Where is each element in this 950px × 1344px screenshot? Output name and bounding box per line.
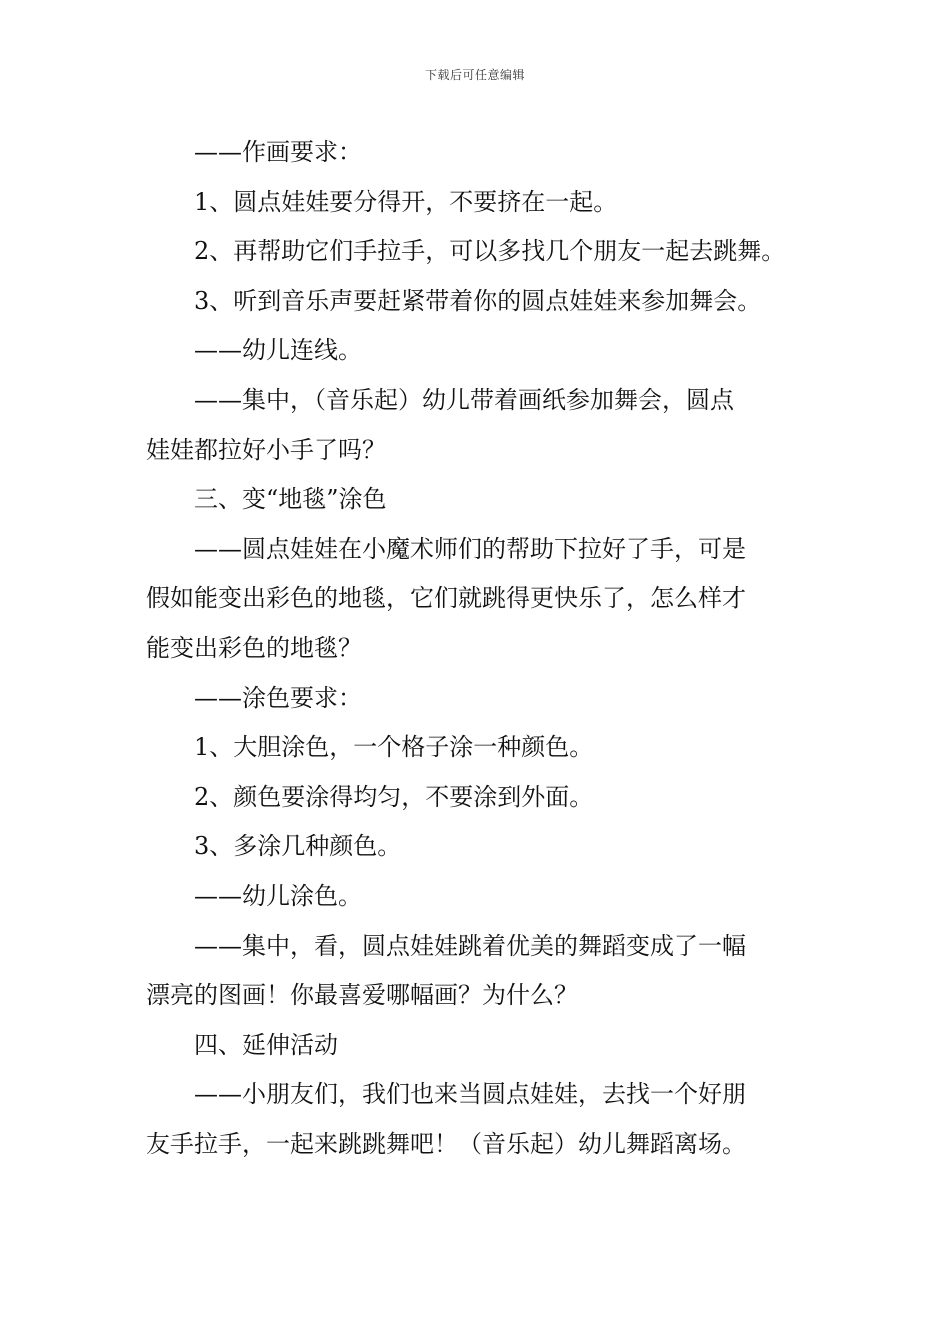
paragraph-line: ——涂色要求： xyxy=(194,683,362,712)
paragraph-line: 1、大胆涂色，一个格子涂一种颜色。 xyxy=(194,733,594,762)
paragraph-line: 3、听到音乐声要赶紧带着你的圆点娃娃来参加舞会。 xyxy=(194,286,762,315)
section-heading: 四、延伸活动 xyxy=(194,1030,338,1059)
document-body xyxy=(146,128,808,1169)
paragraph-line: ——小朋友们，我们也来当圆点娃娃，去找一个好朋 xyxy=(194,1080,746,1109)
paragraph-line: 友手拉手，一起来跳跳舞吧！（音乐起）幼儿舞蹈离场。 xyxy=(146,1129,746,1158)
paragraph-line: ——圆点娃娃在小魔术师们的帮助下拉好了手，可是 xyxy=(194,534,746,563)
section-heading: 三、变“地毯”涂色 xyxy=(194,485,387,514)
paragraph-line: 1、圆点娃娃要分得开，不要挤在一起。 xyxy=(194,187,618,216)
paragraph-line: 能变出彩色的地毯？ xyxy=(146,633,362,662)
page-header-note: 下载后可任意编辑 xyxy=(424,68,525,82)
paragraph-line: 娃娃都拉好小手了吗？ xyxy=(146,435,386,464)
paragraph-line: ——幼儿连线。 xyxy=(194,336,362,365)
paragraph-line: ——集中，看，圆点娃娃跳着优美的舞蹈变成了一幅 xyxy=(194,931,746,960)
paragraph-line: ——集中，（音乐起）幼儿带着画纸参加舞会，圆点 xyxy=(194,385,734,414)
paragraph-line: 2、再帮助它们手拉手，可以多找几个朋友一起去跳舞。 xyxy=(194,237,786,266)
paragraph-line: 2、颜色要涂得均匀，不要涂到外面。 xyxy=(194,782,594,811)
paragraph-line: ——作画要求： xyxy=(194,138,362,166)
paragraph-line: ——幼儿涂色。 xyxy=(194,881,362,910)
paragraph-line: 3、多涂几种颜色。 xyxy=(194,832,402,861)
paragraph-line: 假如能变出彩色的地毯，它们就跳得更快乐了，怎么样才 xyxy=(146,584,746,613)
paragraph-line: 漂亮的图画！你最喜爱哪幅画？为什么？ xyxy=(146,981,578,1010)
